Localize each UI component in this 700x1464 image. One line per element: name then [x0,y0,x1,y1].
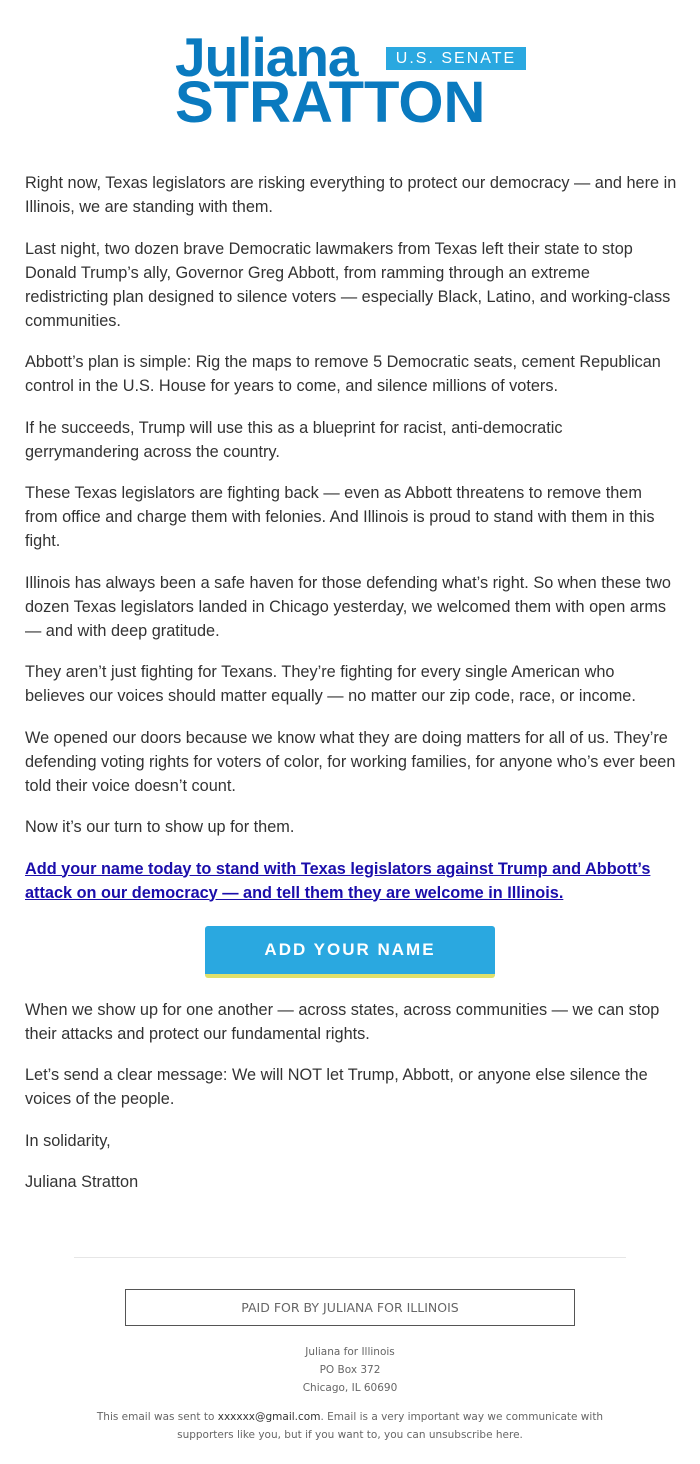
campaign-logo [0,26,700,135]
address-line: PO Box 372 [319,1364,381,1376]
mailing-address [0,1343,700,1397]
body-paragraph: Now it’s our turn to show up for them. [25,818,295,836]
body-paragraph: These Texas legislators are fighting back — even as Abbott threatens to remove them from office and charge them with felonies. And Illinois is proud to stand with them in this fight. [25,484,655,550]
add-your-name-link[interactable]: Add your name today to stand with Texas legislators against Trump and Abbott’s attack on our democracy — and tell them they are welcome in Illinois. [25,859,651,902]
logo-senate-badge: U.S. SENATE [386,47,526,70]
paid-for-disclaimer: PAID FOR BY JULIANA FOR ILLINOIS [125,1289,575,1326]
sign-off: In solidarity, [25,1131,111,1150]
cta-button-wrapper [25,926,675,978]
body-paragraph: They aren’t just fighting for Texans. They’re fighting for every single American who believes our voices should matter equally — no matter our zip code, race, or income. [25,663,636,705]
address-line: Juliana for Illinois [305,1346,395,1358]
logo-first-name: Juliana [175,26,358,88]
closing-paragraph: When we show up for one another — across states, across communities — we can stop their attacks and protect our fundamental rights. [25,1000,660,1043]
body-paragraph: We opened our doors because we know what they are doing matters for all of us. They’re defending voting rights for voters of color, for working families, for anyone who’s ever been told their voice doesn’t count. [25,728,676,795]
footer-note-suffix: . [519,1429,523,1441]
body-paragraph: Abbott’s plan is simple: Rig the maps to remove 5 Democratic seats, cement Republican control in the U.S. House for years to come, and silence millions of voters. [25,353,661,395]
closing-paragraph: Let’s send a clear message: We will NOT let Trump, Abbott, or anyone else silence the voices of the people. [25,1066,648,1108]
body-paragraph: If he succeeds, Trump will use this as a blueprint for racist, anti-democratic gerrymandering across the country. [25,418,563,461]
unsubscribe-link[interactable]: unsubscribe here [428,1429,520,1441]
recipient-email: xxxxxx@gmail.com [217,1411,321,1423]
footer-divider [74,1257,626,1258]
body-paragraph: Illinois has always been a safe haven for those defending what’s right. So when these two dozen Texas legislators landed in Chicago yesterday, we welcomed them with open arms — and with deep gratitude. [25,573,671,640]
footer-note-middle: . Email is a very important way we communicate with supporters like you, but if you want to, you can [177,1411,604,1441]
body-paragraph: Right now, Texas legislators are risking everything to protect our democracy — and here in Illinois, we are standing with them. [25,174,677,216]
body-paragraph: Last night, two dozen brave Democratic lawmakers from Texas left their state to stop Donald Trump’s ally, Governor Greg Abbott, from ramming through an extreme redistricting plan designed to silence voters — especially Black, Latino, and working-class communities. [25,239,671,330]
logo-last-name: STRATTON [175,70,486,135]
address-line: Chicago, IL 60690 [302,1382,398,1394]
signature-name: Juliana Stratton [25,1173,139,1191]
email-body [25,171,677,1212]
footer-note-prefix: This email was sent to [96,1411,218,1423]
add-your-name-button[interactable]: ADD YOUR NAME [205,926,495,978]
footer-note [90,1408,610,1444]
